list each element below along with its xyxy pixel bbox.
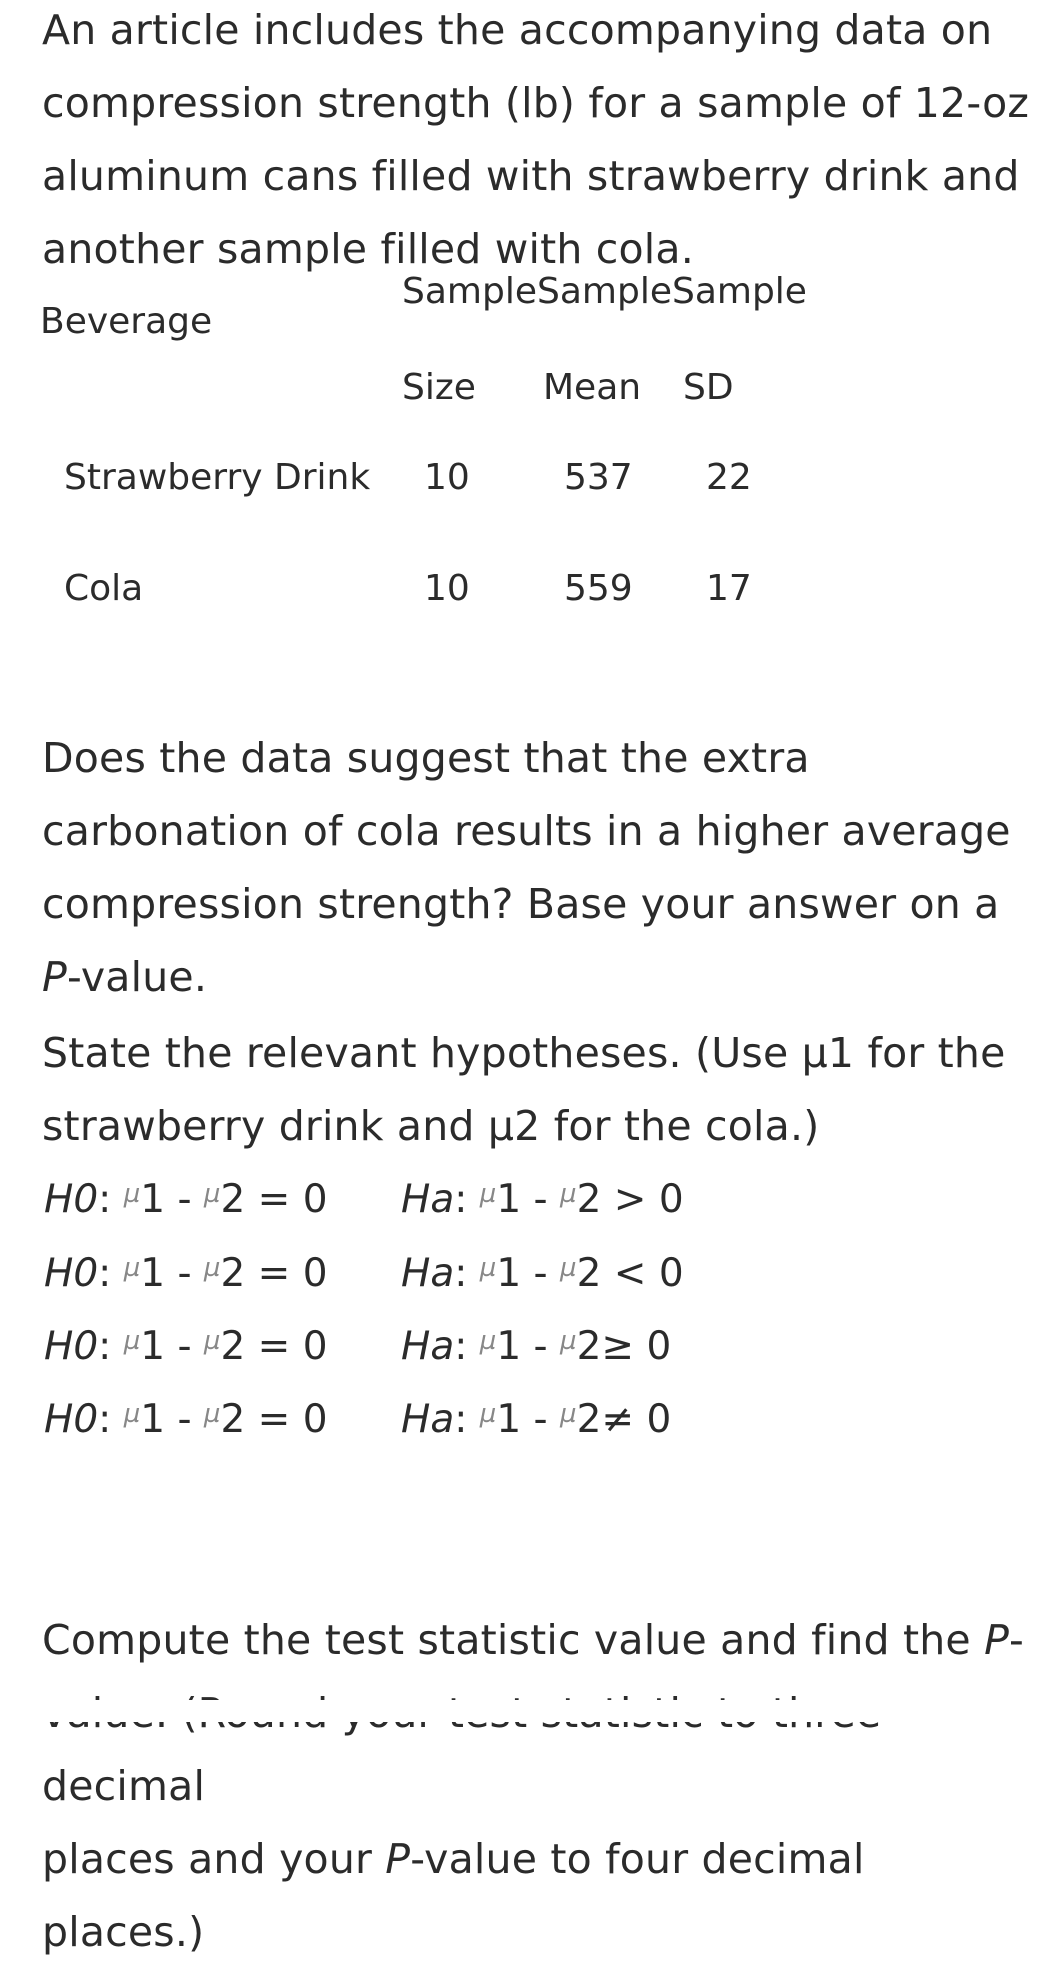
table-row-sd-1: 22 [706, 457, 752, 498]
table-row-beverage-1: Strawberry Drink [64, 457, 371, 498]
table-header-beverage: Beverage [40, 301, 213, 342]
table-row-size-1: 10 [424, 457, 470, 498]
h0-label: H0 [44, 1177, 99, 1222]
mu-icon: µ [203, 1326, 221, 1356]
h0-expression-part: 1 - [140, 1251, 204, 1296]
mu-icon: µ [560, 1179, 577, 1209]
ha-expression-tail: 2≥ 0 [576, 1324, 672, 1369]
h0-expression-tail: 2 = 0 [220, 1397, 328, 1442]
ha-label: Ha [401, 1177, 455, 1222]
question-text: Does the data suggest that the extra carbonation of cola results in a higher average compression strength? Base your answer on a [42, 734, 1011, 928]
compute-line2: decimal [42, 1762, 206, 1810]
mu-icon: µ [479, 1399, 497, 1429]
mu-icon: µ [203, 1253, 221, 1283]
h0-expression-part: 1 - [140, 1324, 204, 1369]
ha-label: Ha [401, 1324, 455, 1369]
mu-icon: µ [123, 1326, 141, 1356]
table-row-sd-2: 17 [706, 568, 752, 609]
mu-icon: µ [203, 1179, 221, 1209]
mu-icon: µ [123, 1253, 141, 1283]
table-header-sd: SD [683, 367, 734, 408]
mu-icon: µ [479, 1253, 497, 1283]
question-page: An article includes the accompanying data on compression strength (lb) for a sample of 12-oz aluminum cans filled with strawberry drink and another sample filled with cola. Beverage SampleSampleSample Size Mean SD Strawberry Drink 10 537 22 Cola 10 559 17 Does the data suggest that the extra carbonation of cola results in a higher average compression strength? Base your answer on a P-value. State the relevant hypotheses. (Use µ1 for the strawberry drink and µ2 for the cola.) H0: $^\mu$1 - $^\mu$2 = 0 Ha: $^\mu$1 - $^\mu$2 > 0 H0: $^\mu$1 - $^\mu$2 = 0 Ha: $^\mu$1 - $^\mu$2 < 0 H0: $^\mu$1 - $^\mu$2 = 0 Ha: $^\mu$1 - $^\mu$2≥ 0 H0: $^\mu$1 - $^\mu$2 = 0 Ha: $^\mu$1 - $^\mu$2≠ 0 Compute the test statistic value and find the P- decimal places and your P-value to four decimal places.) [0, 0, 1058, 1722]
h0-expression-tail: 2 = 0 [220, 1177, 328, 1222]
compute-instruction [42, 1531, 1032, 1969]
table-row-mean-2: 559 [564, 568, 633, 609]
mu-icon: µ [203, 1399, 221, 1429]
compute-line1-p: P [984, 1616, 1010, 1664]
intro-paragraph: An article includes the accompanying data on compression strength (lb) for a sample of 12-oz aluminum cans filled with strawberry drink and another sample filled with cola. [42, 6, 1030, 273]
table-row-size-2: 10 [424, 568, 470, 609]
mu-icon: µ [560, 1253, 577, 1283]
compute-line1-dash: - [1009, 1616, 1025, 1664]
ha-expression-tail: 2≠ 0 [576, 1397, 672, 1442]
pvalue-rest: -value. [66, 953, 208, 1001]
table-header-size: Size [402, 367, 476, 408]
ha-expression-part: 1 - [496, 1324, 561, 1369]
mu-icon: µ [560, 1326, 577, 1356]
mu-icon: µ [479, 1179, 497, 1209]
compute-line1: Compute the test statistic value and find the [42, 1616, 985, 1664]
mu-icon: µ [479, 1326, 497, 1356]
mu-icon: µ [560, 1399, 577, 1429]
compute-line3-b: -value to four decimal places.) [42, 1835, 865, 1956]
h0-label: H0 [44, 1324, 99, 1369]
h0-expression-tail: 2 = 0 [220, 1324, 328, 1369]
compute-line3-a: places and your [42, 1835, 386, 1883]
table-header-mean: Mean [543, 367, 642, 408]
ha-label: Ha [401, 1251, 455, 1296]
hypotheses-instruction: State the relevant hypotheses. (Use µ1 for the strawberry drink and µ2 for the cola.) [42, 1029, 1006, 1150]
h0-label: H0 [44, 1397, 99, 1442]
question-paragraph [42, 649, 1032, 1014]
table-row-beverage-2: Cola [64, 568, 144, 609]
ha-expression-part: 1 - [496, 1177, 561, 1222]
ha-expression-part: 1 - [496, 1251, 561, 1296]
ha-expression-tail: 2 < 0 [576, 1251, 684, 1296]
table-row-mean-1: 537 [564, 457, 633, 498]
mu-icon: µ [123, 1179, 141, 1209]
h0-expression-part: 1 - [140, 1397, 204, 1442]
table-header-sample: SampleSampleSample [402, 271, 807, 312]
ha-expression-part: 1 - [496, 1397, 561, 1442]
compute-line3-p: P [385, 1835, 411, 1883]
mu-icon: µ [123, 1399, 141, 1429]
bottom-crop-edge [0, 1700, 1058, 1722]
h0-expression-tail: 2 = 0 [220, 1251, 328, 1296]
h0-expression-part: 1 - [140, 1177, 204, 1222]
h0-label: H0 [44, 1251, 99, 1296]
pvalue-italic: P [42, 953, 67, 1001]
ha-expression-tail: 2 > 0 [576, 1177, 684, 1222]
ha-label: Ha [401, 1397, 455, 1442]
